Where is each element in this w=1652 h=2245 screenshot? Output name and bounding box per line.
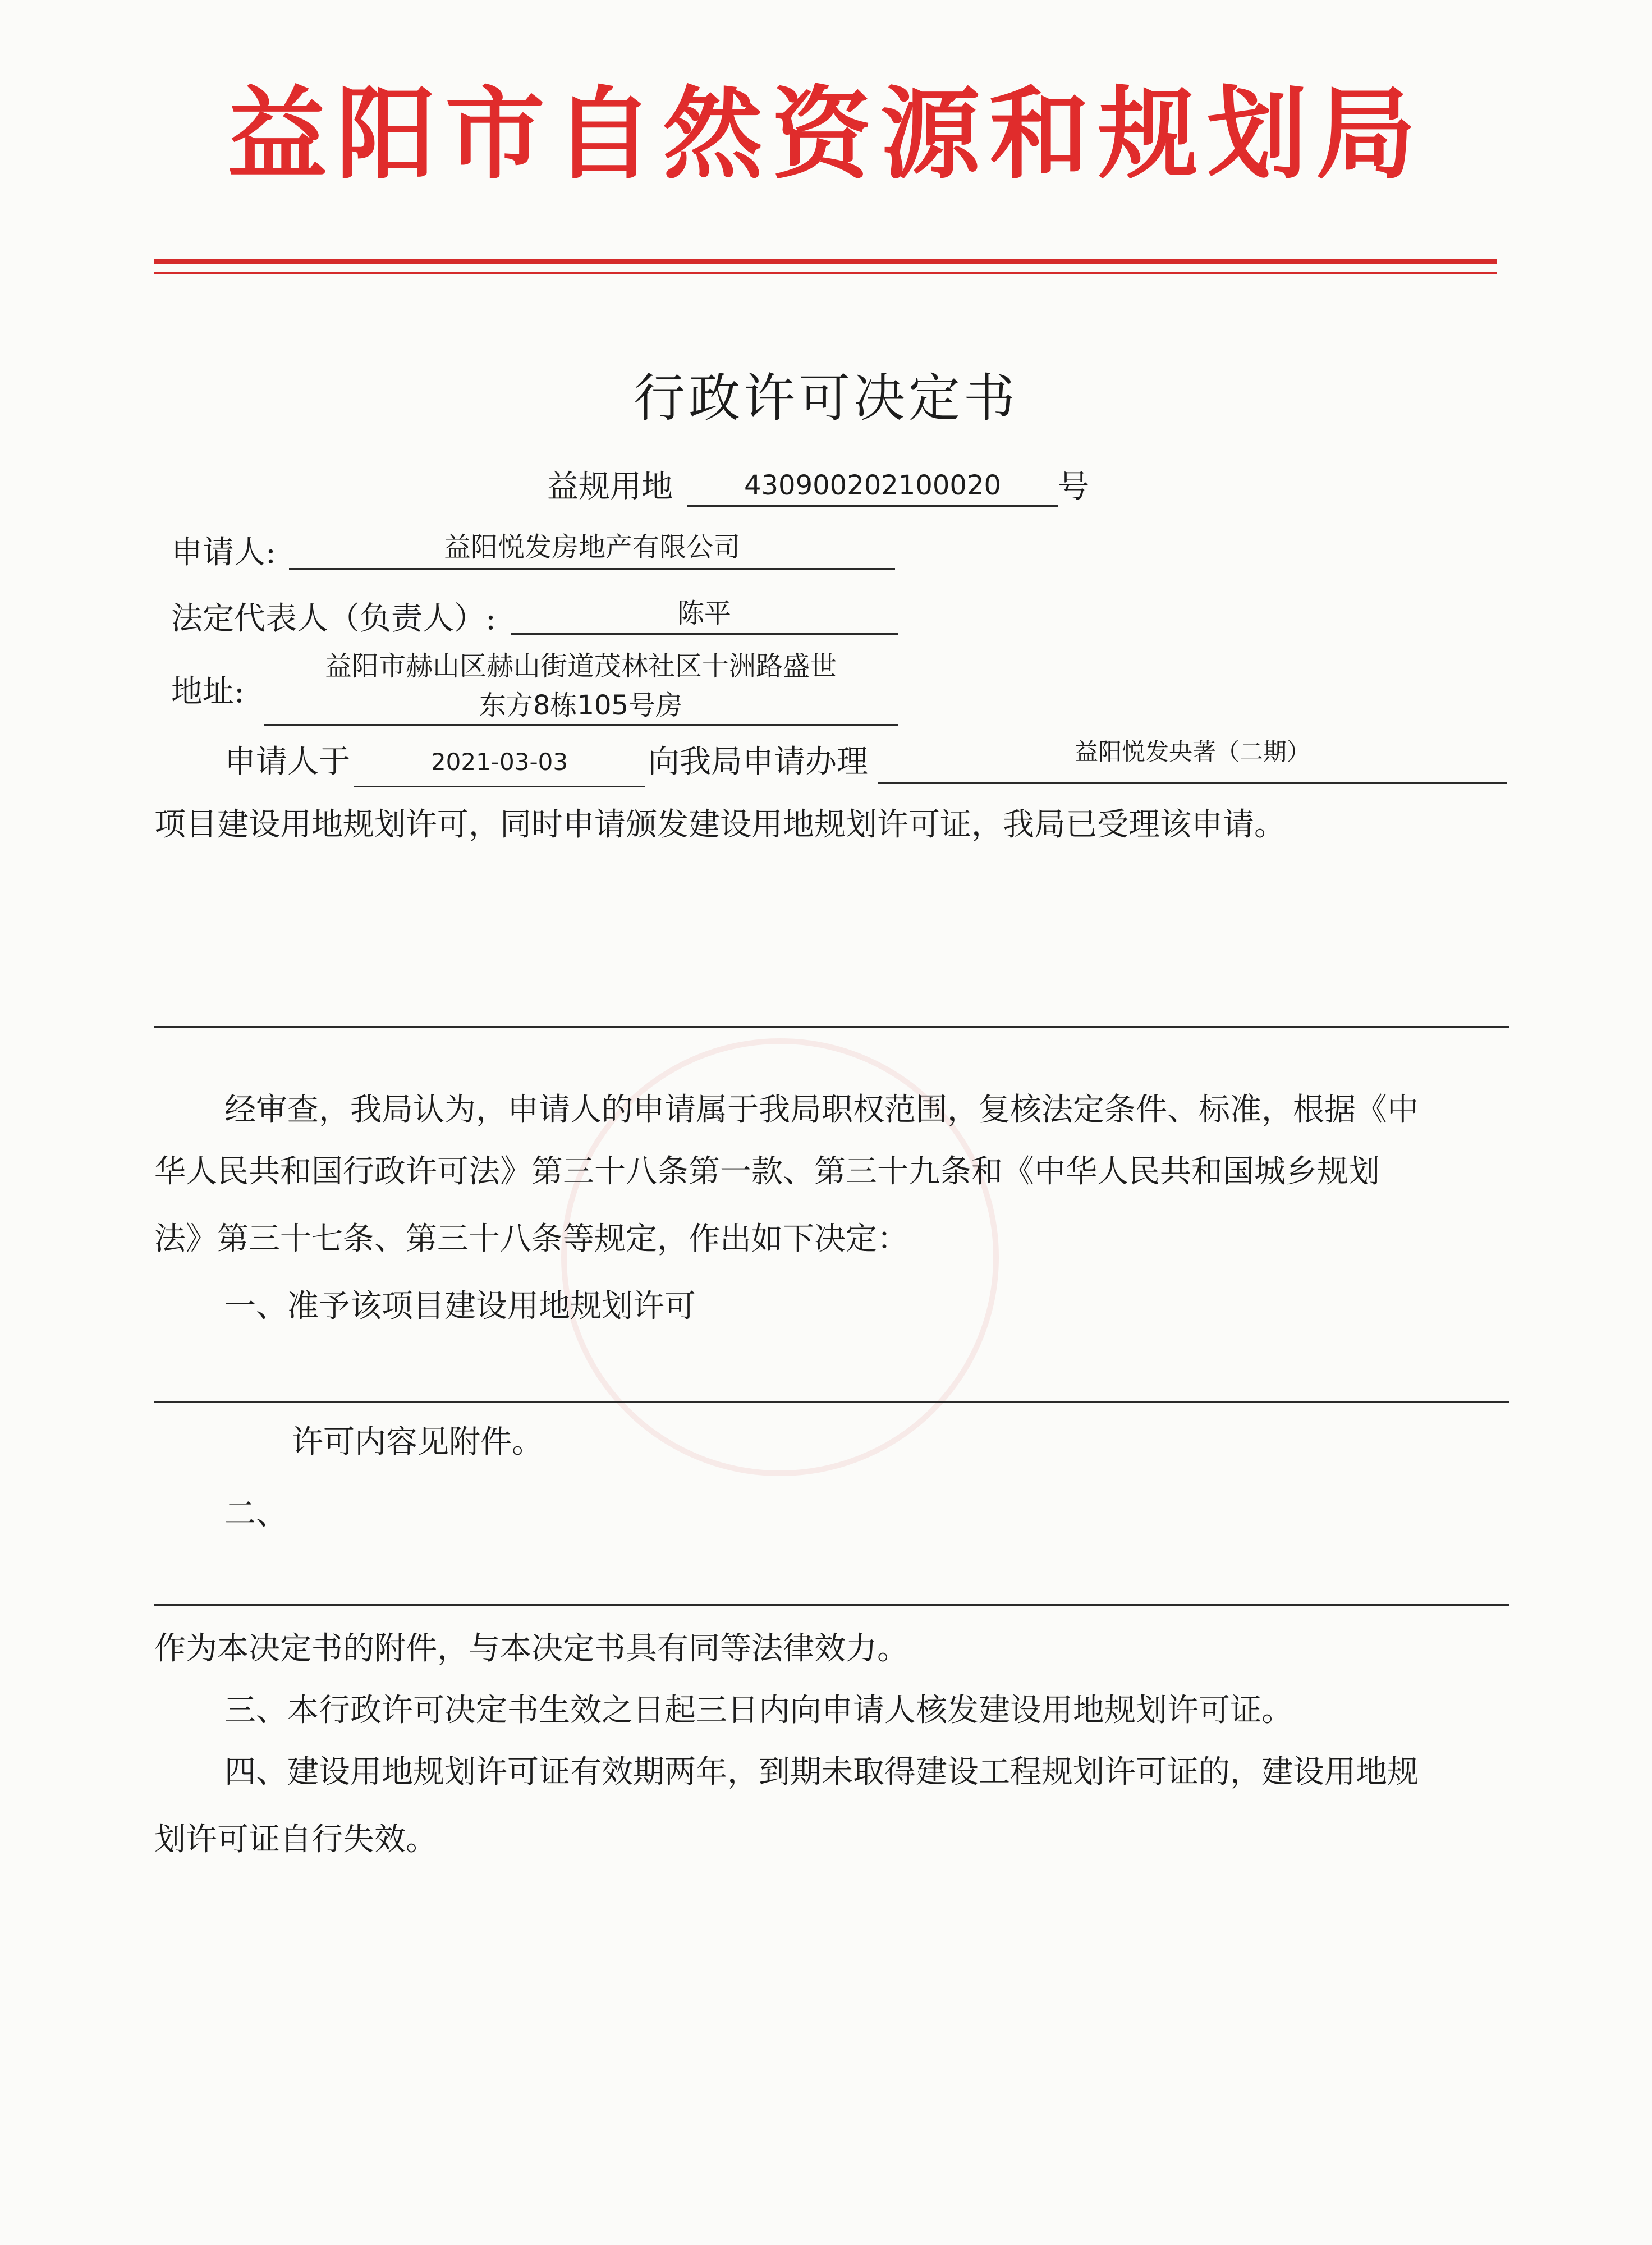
application-continuation: 项目建设用地规划许可，同时申请颁发建设用地规划许可证，我局已受理该申请。 (154, 807, 1286, 843)
applicant-label: 申请人: (171, 534, 276, 571)
review-line-2: 华人民共和国行政许可法》第三十八条第一款、第三十九条和《中华人民共和国城乡规划 (154, 1153, 1380, 1190)
doc-number-underline (687, 505, 1058, 507)
attachment-note: 许可内容见附件。 (292, 1424, 543, 1460)
doc-number-suffix: 号 (1058, 469, 1089, 505)
application-middle: 向我局申请办理 (648, 744, 868, 780)
decision-item-4-line-1: 四、建设用地规划许可证有效期两年，到期未取得建设工程规划许可证的，建设用地规 (224, 1754, 1419, 1790)
application-project-underline (878, 782, 1507, 784)
application-date-underline (354, 786, 645, 787)
blank-line-2 (154, 1401, 1509, 1403)
decision-item-3: 三、本行政许可决定书生效之日起三日内向申请人核发建设用地规划许可证。 (224, 1692, 1293, 1729)
application-lead: 申请人于 (224, 744, 350, 780)
blank-line-1 (154, 1026, 1509, 1028)
application-date: 2021-03-03 (430, 748, 568, 776)
document-title: 行政许可决定书 (633, 368, 1018, 428)
address-label: 地址: (171, 674, 245, 710)
attachment-effect: 作为本决定书的附件，与本决定书具有同等法律效力。 (154, 1630, 908, 1667)
doc-number: 430900202100020 (744, 470, 1002, 501)
applicant-name: 益阳悦发房地产有限公司 (443, 532, 740, 563)
representative-label: 法定代表人（负责人）: (171, 601, 496, 637)
decision-item-1: 一、准予该项目建设用地规划许可 (224, 1288, 696, 1325)
blank-line-3 (154, 1604, 1509, 1606)
applicant-underline (289, 568, 895, 570)
address-line-1: 益阳市赫山区赫山街道茂林社区十洲路盛世 (324, 650, 837, 682)
doc-number-prefix: 益规用地 (547, 469, 673, 505)
decision-item-4-line-2: 划许可证自行失效。 (154, 1821, 437, 1858)
review-line-3: 法》第三十七条、第三十八条等规定，作出如下决定： (154, 1221, 908, 1257)
review-line-1: 经审查，我局认为，申请人的申请属于我局职权范围，复核法定条件、标准，根据《中 (224, 1092, 1419, 1128)
letterhead-divider-thin (154, 272, 1497, 274)
agency-letterhead: 益阳市自然资源和规划局 (227, 76, 1425, 193)
representative-name: 陈平 (677, 598, 731, 629)
decision-item-2: 二、 (224, 1496, 287, 1532)
letterhead-divider-thick (154, 259, 1497, 264)
representative-underline (511, 633, 898, 635)
address-line-2: 东方8栋105号房 (479, 690, 683, 721)
application-project: 益阳悦发央著（二期） (1074, 738, 1310, 766)
address-underline (264, 724, 898, 726)
